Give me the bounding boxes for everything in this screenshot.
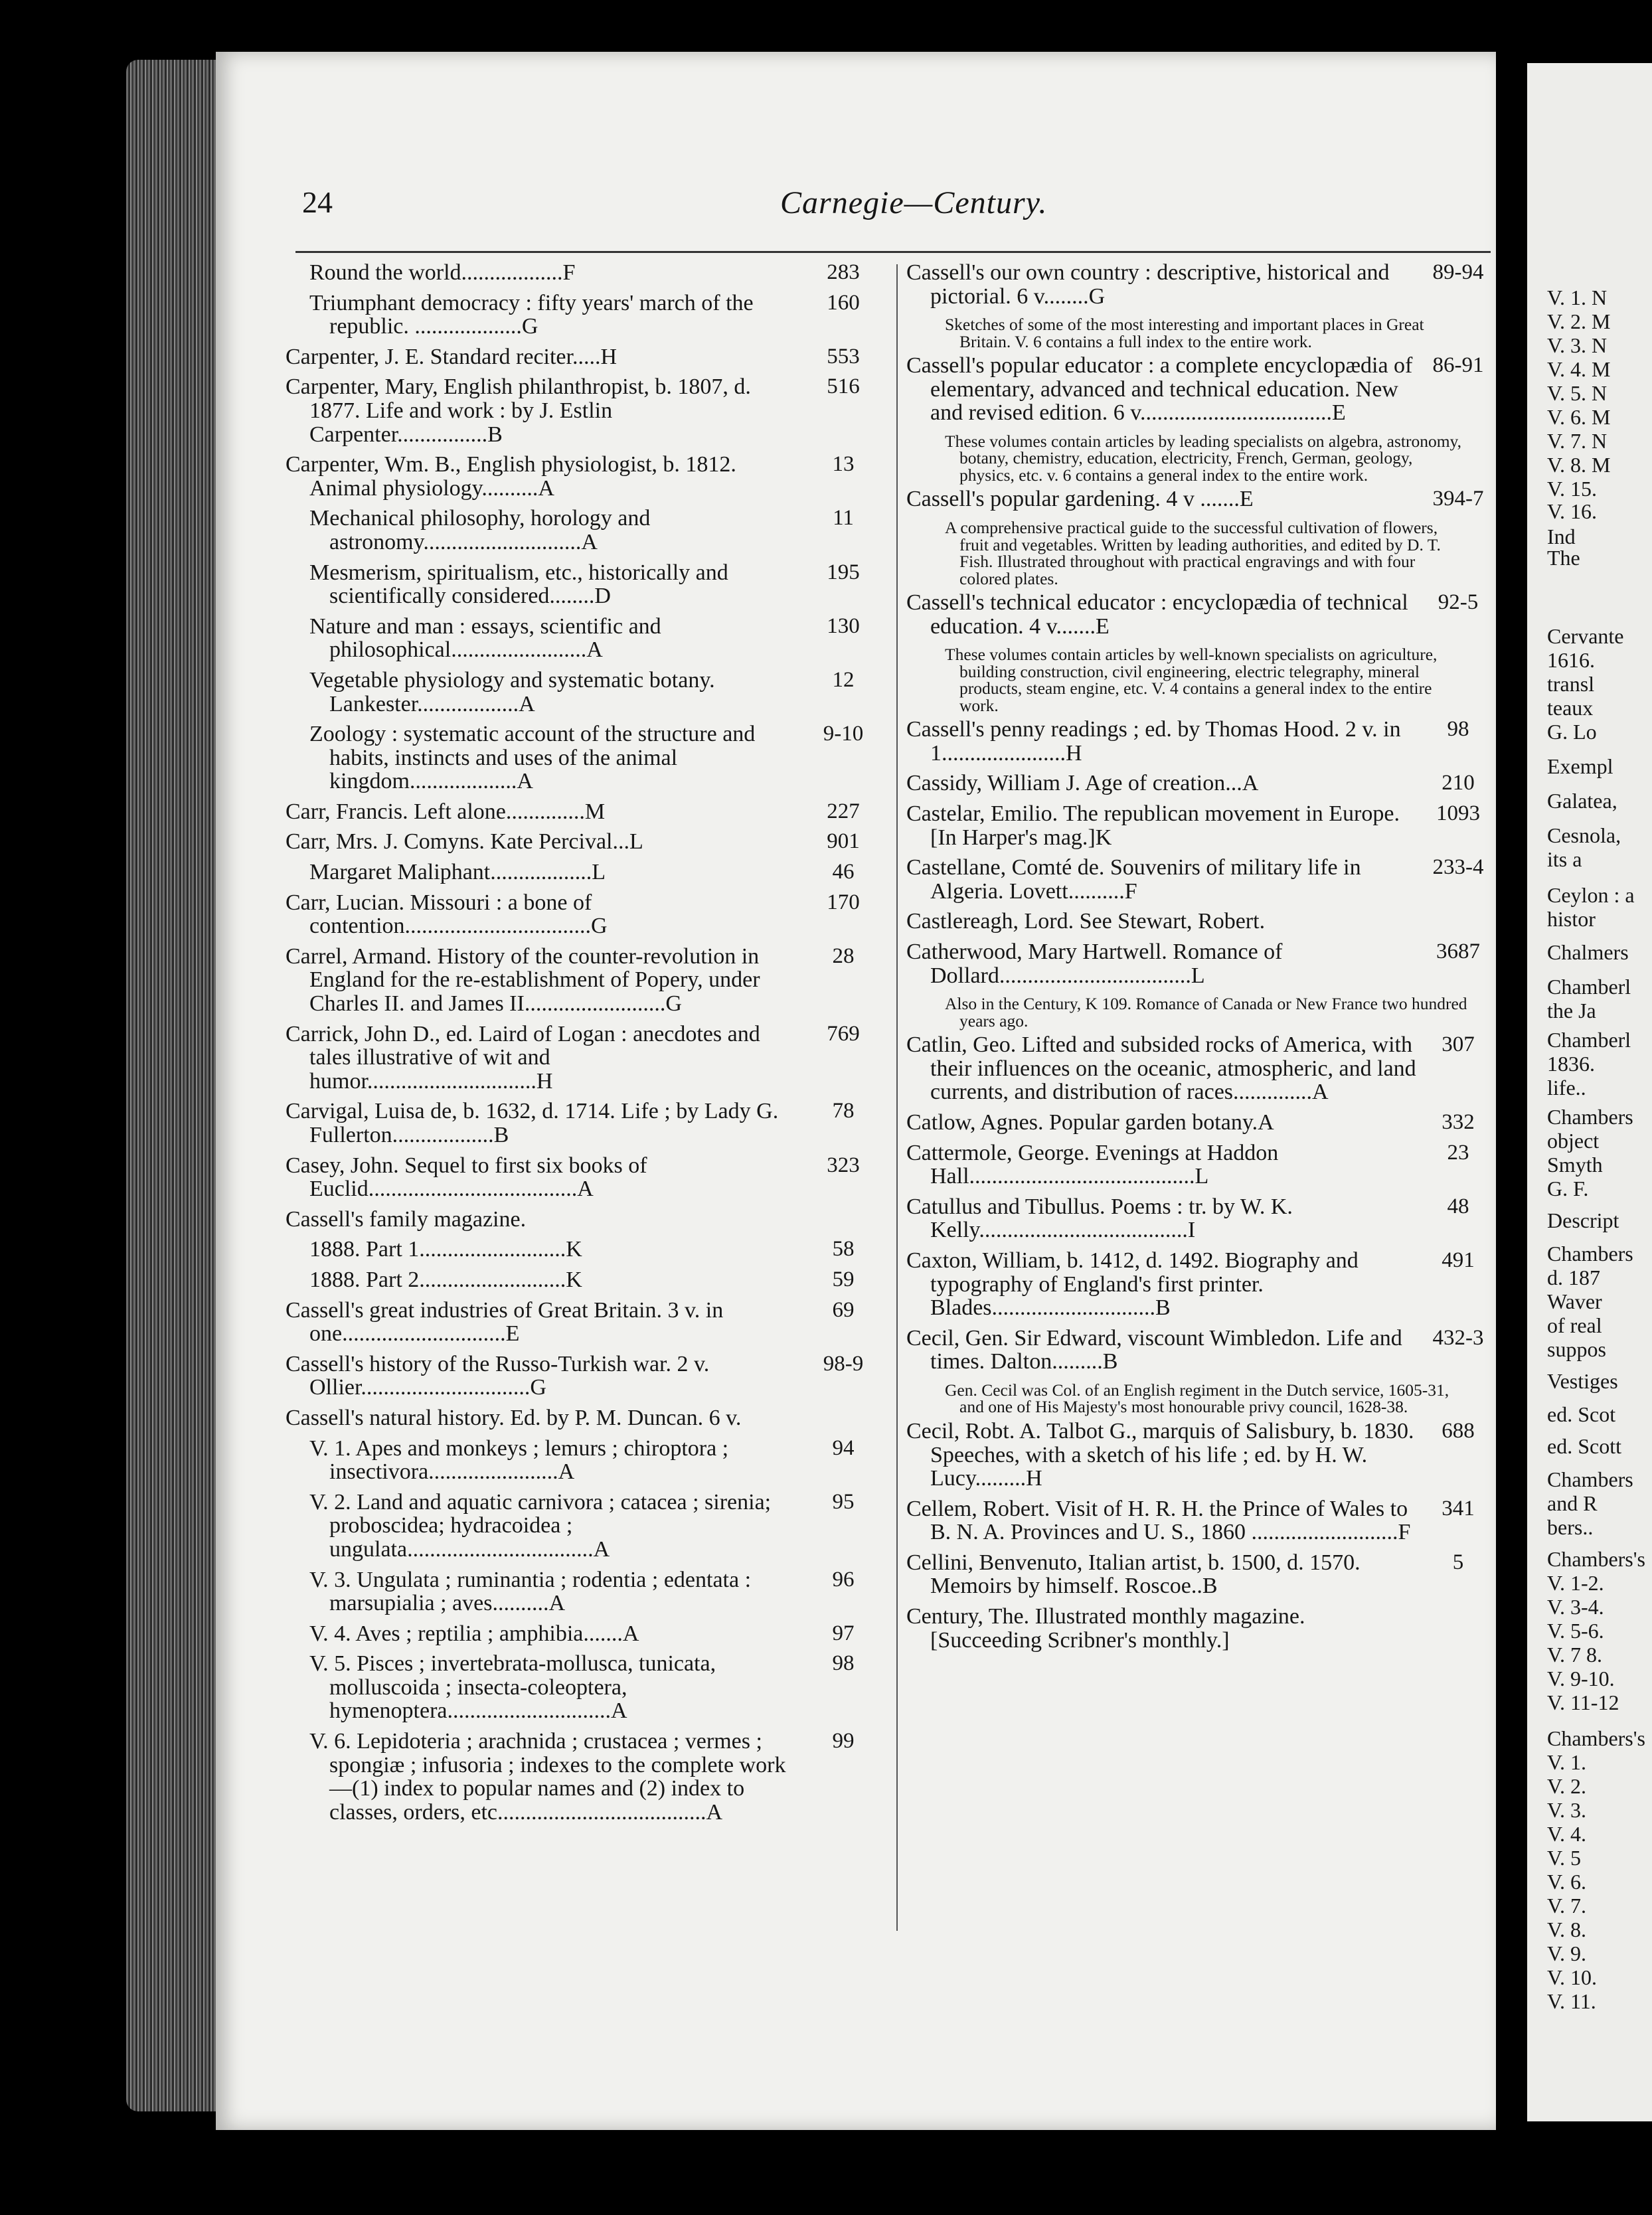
adjacent-page-line: V. 5-6. <box>1547 1619 1604 1643</box>
index-entry <box>906 910 1494 934</box>
entry-text: Cassell's history of the Russo-Turkish war. 2 v. Ollier..............................G <box>286 1351 710 1400</box>
entry-annotation: Also in the Century, K 109. Romance of Canada or New France two hundred years ago. <box>945 994 1467 1030</box>
entry-text: Casey, John. Sequel to first six books of Euclid.....................................A <box>286 1153 647 1202</box>
adjacent-page-line: G. Lo <box>1547 720 1597 744</box>
entry-text: Catlow, Agnes. Popular garden botany.A <box>906 1109 1274 1135</box>
adjacent-page-line: V. 4. M <box>1547 357 1611 381</box>
entry-text: V. 2. Land and aquatic carnivora ; catacea ; sirenia; proboscidea; hydracoidea ; ungulata.................................A <box>309 1489 772 1562</box>
entry-number: 3687 <box>1436 940 1480 963</box>
index-entry <box>906 1249 1494 1320</box>
entry-number: 491 <box>1442 1248 1475 1272</box>
entry-text: Carvigal, Luisa de, b. 1632, d. 1714. Life ; by Lady G. Fullerton..................B <box>286 1099 779 1147</box>
adjacent-page-line: V. 8. M <box>1547 453 1611 477</box>
entry-number: 307 <box>1442 1032 1475 1057</box>
index-entry <box>286 830 890 854</box>
adjacent-page-line: Vestiges <box>1547 1369 1618 1393</box>
index-entry <box>286 1437 890 1484</box>
index-entry <box>906 1141 1494 1189</box>
entry-number: 233-4 <box>1432 855 1484 880</box>
adjacent-page-line: V. 16. <box>1547 499 1597 523</box>
adjacent-page-line: V. 7. <box>1547 1894 1586 1918</box>
entry-text: Carr, Francis. Left alone..............M <box>286 799 606 824</box>
adjacent-page-fragment <box>1527 63 1652 2121</box>
entry-text: Cecil, Gen. Sir Edward, viscount Wimbledon. Life and times. Dalton.........B <box>906 1325 1402 1374</box>
entry-number: 227 <box>827 799 860 823</box>
entry-text: Castellane, Comté de. Souvenirs of military life in Algeria. Lovett..........F <box>906 855 1361 904</box>
entry-number: 46 <box>832 860 855 884</box>
adjacent-page-line: transl <box>1547 672 1595 696</box>
entry-text: Triumphant democracy : fifty years' march of the republic. ...................G <box>309 290 754 339</box>
index-entry <box>286 891 890 938</box>
entry-number: 13 <box>832 452 855 477</box>
index-entry <box>906 1551 1494 1598</box>
adjacent-page-line: d. 187 <box>1547 1266 1600 1289</box>
adjacent-page-line: 1616. <box>1547 648 1595 672</box>
entry-number: 5 <box>1452 1550 1464 1574</box>
adjacent-page-line: V. 11-12 <box>1547 1690 1619 1714</box>
adjacent-page-line: Cervante <box>1547 624 1624 648</box>
entry-number: 160 <box>827 290 860 315</box>
adjacent-page-line: and R <box>1547 1491 1598 1515</box>
index-entry <box>286 1406 890 1430</box>
entry-number: 130 <box>827 614 860 638</box>
adjacent-page-line: Chamberl <box>1547 1028 1631 1052</box>
index-entry <box>286 800 890 824</box>
index-entry <box>906 718 1494 765</box>
adjacent-page-line: V. 1. N <box>1547 286 1608 309</box>
index-entry <box>286 669 890 716</box>
book-page <box>216 52 1496 2130</box>
adjacent-page-line: The <box>1547 546 1580 570</box>
adjacent-page-line: Chambers <box>1547 1242 1633 1266</box>
entry-annotation: A comprehensive practical guide to the successful cultivation of flowers, fruit and vegetables. Written by leading authorities, and edited by D. T. Fish. Illustrated throughout with practical engravings and with four colored plates. <box>945 518 1441 588</box>
entry-text: Cassell's natural history. Ed. by P. M. Duncan. 6 v. <box>286 1405 742 1430</box>
index-entry <box>286 1208 890 1232</box>
adjacent-page-line: Waver <box>1547 1289 1602 1313</box>
adjacent-page-line: V. 2. <box>1547 1774 1586 1798</box>
entry-text: 1888. Part 2..........................K <box>309 1267 582 1292</box>
entry-text: Castlereagh, Lord. See Stewart, Robert. <box>906 909 1266 934</box>
entry-number: 23 <box>1447 1140 1469 1165</box>
entry-number: 9-10 <box>823 722 864 746</box>
entry-text: Carrel, Armand. History of the counter-revolution in England for the re-establishment of Popery, under Charles II. and James II.........................G <box>286 943 760 1017</box>
index-entry <box>286 1622 890 1646</box>
entry-text: Cellem, Robert. Visit of H. R. H. the Prince of Wales to B. N. A. Provinces and U. S., 1860 ..........................F <box>906 1496 1411 1545</box>
entry-text: Round the world..................F <box>309 260 576 285</box>
index-entry <box>906 856 1494 903</box>
adjacent-page-line: V. 4. <box>1547 1822 1586 1846</box>
entry-number: 98-9 <box>823 1351 864 1376</box>
index-column-left <box>286 261 890 1831</box>
entry-number: 96 <box>832 1567 855 1592</box>
adjacent-page-line: ed. Scott <box>1547 1434 1621 1458</box>
adjacent-page-line: teaux <box>1547 696 1594 720</box>
adjacent-page-line: V. 3-4. <box>1547 1595 1604 1619</box>
index-entry <box>286 453 890 500</box>
adjacent-page-line: V. 2. M <box>1547 309 1611 333</box>
entry-text: Cattermole, George. Evenings at Haddon Hall........................................L <box>906 1140 1279 1189</box>
entry-number: 69 <box>832 1297 855 1322</box>
entry-text: Nature and man : essays, scientific and philosophical........................A <box>309 614 661 663</box>
entry-text: Catlin, Geo. Lifted and subsided rocks of America, with their influences on the oceanic, atmospheric, and land currents, and distribution of races..............A <box>906 1032 1416 1105</box>
adjacent-page-line: Galatea, <box>1547 789 1617 813</box>
entry-number: 94 <box>832 1436 855 1460</box>
adjacent-page-line: V. 10. <box>1547 1965 1597 1989</box>
column-divider <box>896 264 898 1931</box>
index-entry <box>286 1154 890 1201</box>
index-entry <box>286 507 890 554</box>
entry-text: V. 6. Lepidoteria ; arachnida ; crustacea ; vermes ; spongiæ ; infusoria ; indexes to the complete work—(1) index to popular names and (2) index to classes, orders, etc.....................................A <box>309 1729 786 1825</box>
adjacent-page-line: Chambers <box>1547 1467 1633 1491</box>
entry-text: Carr, Lucian. Missouri : a bone of contention.................................G <box>286 890 608 939</box>
entry-text: Century, The. Illustrated monthly magazine. [Succeeding Scribner's monthly.] <box>906 1604 1305 1653</box>
adjacent-page-line: Ceylon : a <box>1547 883 1635 907</box>
entry-text: Cassidy, William J. Age of creation...A <box>906 771 1259 796</box>
adjacent-page-line: Chalmers <box>1547 940 1629 964</box>
entry-text: Mesmerism, spiritualism, etc., historically and scientifically considered........D <box>309 560 728 609</box>
adjacent-page-line: Ind <box>1547 525 1576 548</box>
entry-number: 89-94 <box>1432 260 1484 284</box>
entry-text: Carr, Mrs. J. Comyns. Kate Percival...L <box>286 829 643 855</box>
index-entry <box>286 375 890 446</box>
adjacent-page-line: Chambers <box>1547 1105 1633 1129</box>
entry-text: Cassell's popular educator : a complete encyclopædia of elementary, advanced and technical education. New and revised edition. 6 v..................................E <box>906 353 1413 426</box>
index-entry <box>286 1730 890 1824</box>
adjacent-page-line: 1836. <box>1547 1052 1595 1076</box>
adjacent-page-line: suppos <box>1547 1337 1606 1361</box>
adjacent-page-line: V. 6. M <box>1547 405 1611 429</box>
adjacent-page-line: V. 5 <box>1547 1846 1581 1870</box>
entry-text: Vegetable physiology and systematic botany. Lankester..................A <box>309 667 715 716</box>
index-entry <box>286 291 890 339</box>
entry-text: Castelar, Emilio. The republican movement in Europe. [In Harper's mag.]K <box>906 801 1400 850</box>
adjacent-page-line: V. 11. <box>1547 1989 1596 2013</box>
adjacent-page-line: Smyth <box>1547 1153 1603 1177</box>
entry-annotation: These volumes contain articles by well-known specialists on agriculture, building construction, civil engineering, electric telegraphy, mineral products, steam engine, etc. V. 4 contains a general index to the entire work. <box>945 645 1438 715</box>
index-entry <box>286 261 890 285</box>
entry-number: 98 <box>1447 717 1469 742</box>
entry-number: 432-3 <box>1432 1325 1484 1350</box>
index-entry <box>906 772 1494 795</box>
entry-number: 394-7 <box>1432 487 1484 511</box>
index-entry <box>906 1497 1494 1544</box>
index-entry <box>286 1353 890 1400</box>
adjacent-page-line: V. 8. <box>1547 1918 1586 1941</box>
entry-number: 195 <box>827 560 860 584</box>
index-entry <box>286 561 890 608</box>
entry-text: Catullus and Tibullus. Poems : tr. by W. K. Kelly.....................................I <box>906 1194 1293 1243</box>
index-entry <box>286 722 890 793</box>
entry-text: Cassell's penny readings ; ed. by Thomas Hood. 2 v. in 1......................H <box>906 717 1401 766</box>
index-entry <box>906 354 1494 425</box>
entry-number: 11 <box>833 506 854 531</box>
entry-annotation: These volumes contain articles by leading specialists on algebra, astronomy, botany, chemistry, education, electricity, French, German, geology, physics, etc. v. 6 contains a general index to the entire work. <box>945 431 1461 485</box>
entry-annotation: Gen. Cecil was Col. of an English regiment in the Dutch service, 1605-31, and one of His Majesty's most honourable privy council, 1628-38. <box>945 1380 1449 1417</box>
entry-text: Catherwood, Mary Hartwell. Romance of Dollard..................................L <box>906 940 1283 988</box>
index-entry <box>906 487 1494 511</box>
index-entry <box>906 1111 1494 1135</box>
index-entry <box>906 1033 1494 1104</box>
index-entry <box>906 1195 1494 1242</box>
book-page-edges <box>126 60 219 2111</box>
entry-text: Cassell's technical educator : encyclopædia of technical education. 4 v.......E <box>906 590 1408 639</box>
adjacent-page-line: V. 3. <box>1547 1798 1586 1822</box>
entry-number: 97 <box>832 1621 855 1645</box>
index-entry <box>286 1299 890 1346</box>
adjacent-page-line: Exempl <box>1547 754 1613 778</box>
index-column-right <box>906 261 1494 1659</box>
adjacent-page-line: V. 3. N <box>1547 333 1608 357</box>
entry-number: 78 <box>832 1099 855 1123</box>
entry-number: 516 <box>827 374 860 399</box>
adjacent-page-line: life.. <box>1547 1076 1586 1100</box>
adjacent-page-line: histor <box>1547 907 1596 931</box>
adjacent-page-line: Chambers's <box>1547 1726 1645 1750</box>
entry-text: Carpenter, Mary, English philanthropist, b. 1807, d. 1877. Life and work : by J. Estlin Carpenter................B <box>286 374 751 447</box>
index-entry <box>286 1568 890 1615</box>
index-entry <box>286 1268 890 1292</box>
adjacent-page-line: the Ja <box>1547 999 1596 1023</box>
entry-number: 48 <box>1447 1194 1469 1218</box>
index-entry <box>286 861 890 884</box>
index-entry <box>906 1327 1494 1374</box>
entry-text: Cecil, Robt. A. Talbot G., marquis of Salisbury, b. 1830. Speeches, with a sketch of his life ; ed. by H. W. Lucy.........H <box>906 1418 1414 1491</box>
index-entry <box>286 615 890 662</box>
entry-number: 98 <box>832 1651 855 1676</box>
adjacent-page-line: V. 9. <box>1547 1941 1586 1965</box>
entry-number: 170 <box>827 890 860 914</box>
adjacent-page-line: V. 7. N <box>1547 429 1608 453</box>
entry-number: 86-91 <box>1432 353 1484 378</box>
entry-text: Cassell's popular gardening. 4 v .......E <box>906 487 1254 512</box>
index-entry <box>286 1023 890 1094</box>
adjacent-page-line: bers.. <box>1547 1515 1594 1539</box>
adjacent-page-line: ed. Scot <box>1547 1402 1616 1426</box>
entry-number: 332 <box>1442 1109 1475 1134</box>
adjacent-page-line: V. 5. N <box>1547 381 1608 405</box>
entry-text: Carpenter, J. E. Standard reciter.....H <box>286 344 618 369</box>
adjacent-page-line: V. 7 8. <box>1547 1643 1602 1667</box>
entry-text: V. 1. Apes and monkeys ; lemurs ; chiroptora ; insectivora.......................A <box>309 1436 729 1485</box>
entry-number: 553 <box>827 344 860 369</box>
entry-text: Margaret Maliphant..................L <box>309 860 606 885</box>
entry-text: Zoology : systematic account of the structure and habits, instincts and uses of the animal kingdom...................A <box>309 722 756 794</box>
entry-number: 283 <box>827 260 860 284</box>
entry-number: 95 <box>832 1489 855 1514</box>
page-number: 24 <box>302 185 333 219</box>
adjacent-page-line: V. 15. <box>1547 477 1597 501</box>
adjacent-page-line: its a <box>1547 847 1582 871</box>
entry-text: Cassell's family magazine. <box>286 1206 527 1232</box>
adjacent-page-line: Cesnola, <box>1547 823 1621 847</box>
entry-number: 28 <box>832 943 855 968</box>
adjacent-page-line: Chambers's <box>1547 1547 1645 1571</box>
index-entry <box>906 802 1494 849</box>
entry-number: 210 <box>1442 771 1475 795</box>
entry-text: V. 3. Ungulata ; ruminantia ; rodentia ; edentata : marsupialia ; aves..........A <box>309 1567 752 1616</box>
entry-text: Mechanical philosophy, horology and astronomy............................A <box>309 506 651 554</box>
entry-number: 1093 <box>1436 801 1480 826</box>
header-rule <box>295 251 1491 253</box>
entry-number: 688 <box>1442 1418 1475 1443</box>
index-entry <box>906 940 1494 987</box>
index-entry <box>906 1420 1494 1491</box>
adjacent-page-line: G. F. <box>1547 1177 1589 1200</box>
adjacent-page-line: V. 1-2. <box>1547 1571 1604 1595</box>
entry-number: 323 <box>827 1153 860 1177</box>
adjacent-page-line: V. 1. <box>1547 1750 1586 1774</box>
entry-number: 901 <box>827 829 860 854</box>
entry-text: Cassell's great industries of Great Britain. 3 v. in one.............................E <box>286 1297 724 1347</box>
entry-text: V. 4. Aves ; reptilia ; amphibia.......A <box>309 1621 639 1646</box>
adjacent-page-line: of real <box>1547 1313 1602 1337</box>
entry-annotation: Sketches of some of the most interesting and important places in Great Britain. V. 6 contains a full index to the entire work. <box>945 315 1424 351</box>
index-entry <box>286 1491 890 1562</box>
index-entry <box>906 261 1494 308</box>
entry-text: Cellini, Benvenuto, Italian artist, b. 1500, d. 1570. Memoirs by himself. Roscoe..B <box>906 1550 1361 1599</box>
entry-number: 12 <box>832 667 855 692</box>
entry-text: 1888. Part 1..........................K <box>309 1237 582 1262</box>
entry-text: Carpenter, Wm. B., English physiologist, b. 1812. Animal physiology..........A <box>286 452 736 501</box>
index-entry <box>906 1605 1494 1652</box>
entry-text: Caxton, William, b. 1412, d. 1492. Biography and typography of England's first printer. Blades.............................B <box>906 1248 1359 1321</box>
entry-text: V. 5. Pisces ; invertebrata-mollusca, tunicata, molluscoida ; insecta-coleoptera, hymenoptera.............................A <box>309 1651 716 1724</box>
index-entry <box>906 591 1494 638</box>
index-entry <box>286 345 890 369</box>
entry-number: 769 <box>827 1021 860 1046</box>
adjacent-page-line: object <box>1547 1129 1600 1153</box>
adjacent-page-line: Chamberl <box>1547 975 1631 999</box>
entry-number: 92-5 <box>1438 590 1479 615</box>
adjacent-page-line: V. 9-10. <box>1547 1667 1615 1690</box>
entry-text: Cassell's our own country : descriptive, historical and pictorial. 6 v........G <box>906 260 1390 309</box>
index-entry <box>286 1652 890 1723</box>
adjacent-page-line: Descript <box>1547 1208 1619 1232</box>
entry-number: 341 <box>1442 1496 1475 1520</box>
running-head: Carnegie—Century. <box>780 185 1048 220</box>
entry-number: 58 <box>832 1237 855 1262</box>
entry-text: Carrick, John D., ed. Laird of Logan : anecdotes and tales illustrative of wit and humor..............................H <box>286 1021 760 1094</box>
entry-number: 59 <box>832 1267 855 1291</box>
index-entry <box>286 945 890 1016</box>
adjacent-page-line: V. 6. <box>1547 1870 1586 1894</box>
entry-number: 99 <box>832 1729 855 1754</box>
index-entry <box>286 1238 890 1262</box>
index-entry <box>286 1100 890 1147</box>
